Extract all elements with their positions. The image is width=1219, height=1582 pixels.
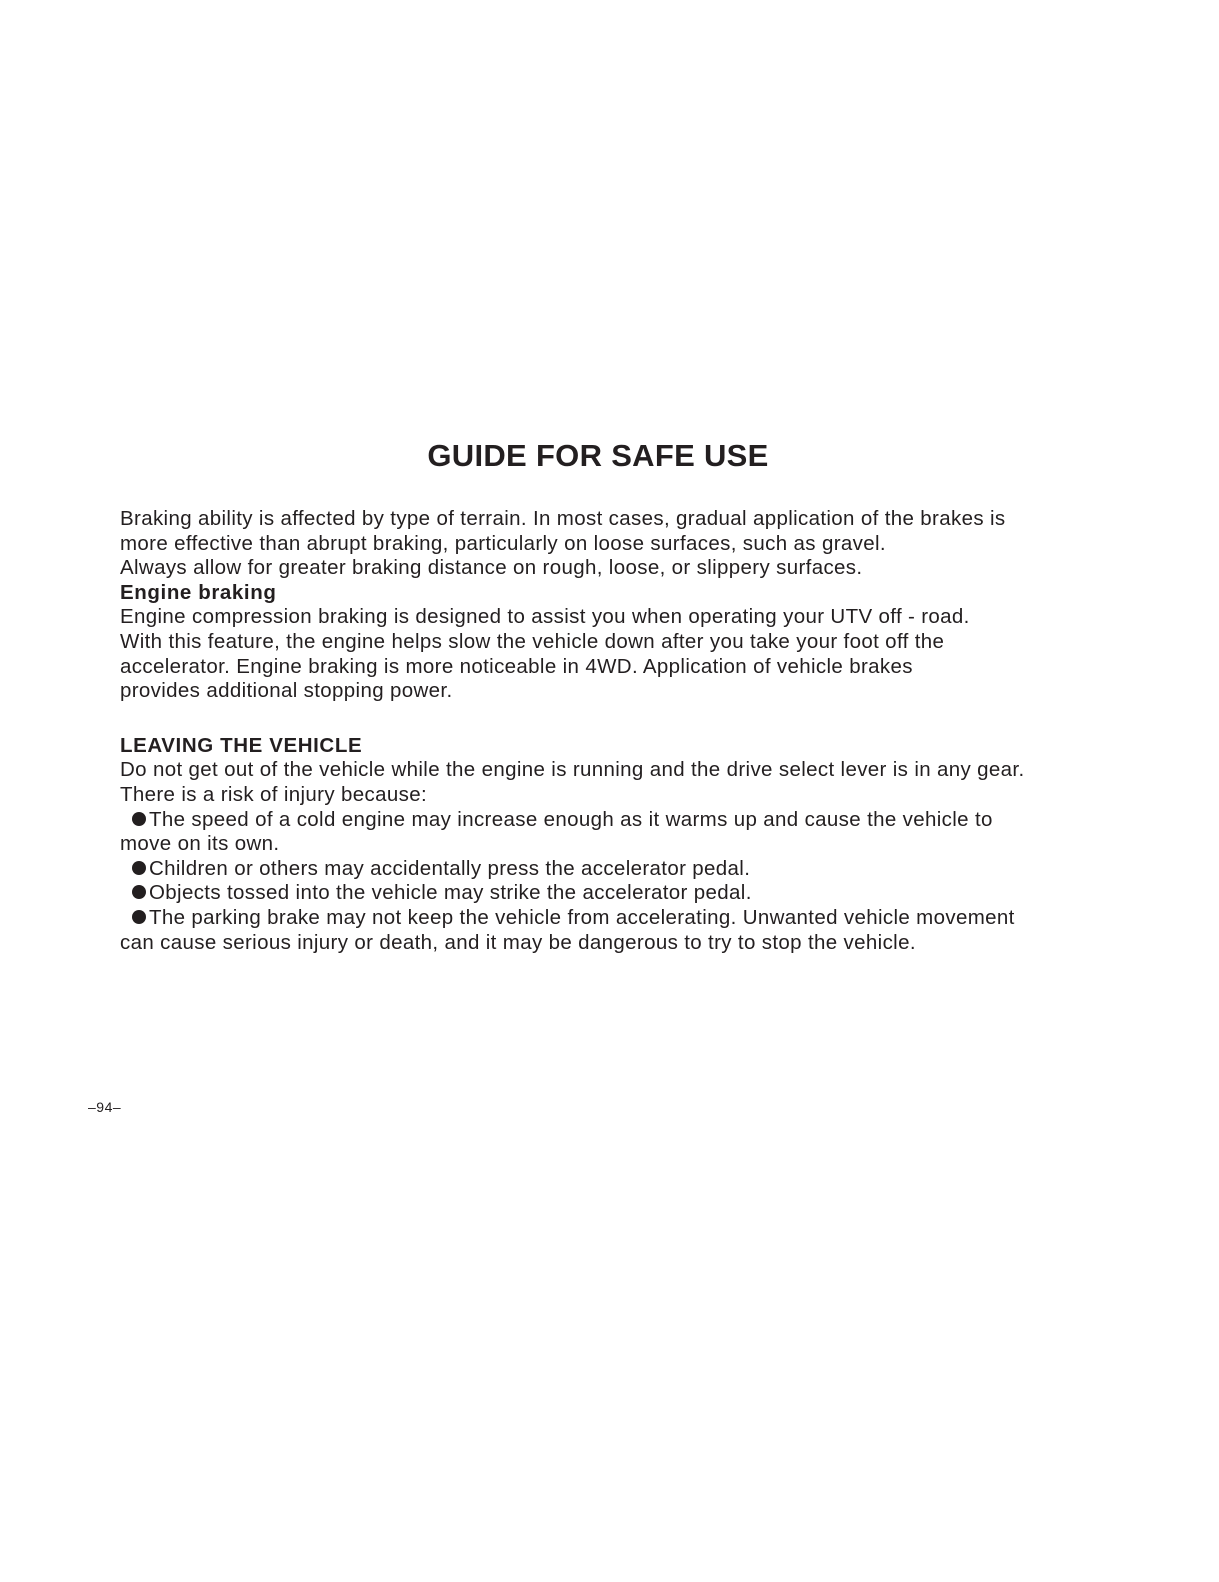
leaving-vehicle-heading: LEAVING THE VEHICLE	[120, 733, 363, 757]
engine-braking-line-2: With this feature, the engine helps slow the vehicle down after you take your foot off the	[120, 629, 945, 653]
braking-line-2: more effective than abrupt braking, particularly on loose surfaces, such as gravel.	[120, 531, 886, 555]
bullet-text: Objects tossed into the vehicle may strike the accelerator pedal.	[149, 881, 752, 905]
page-number: –94–	[88, 1099, 122, 1115]
bullet-list	[120, 808, 1130, 956]
engine-braking-line-4: provides additional stopping power.	[120, 679, 453, 703]
bullet-continuation: can cause serious injury or death, and it may be dangerous to try to stop the vehicle.	[120, 930, 916, 954]
section-gap	[120, 704, 1130, 734]
page-title: GUIDE FOR SAFE USE	[427, 438, 769, 473]
page-content	[120, 507, 1130, 955]
engine-braking-line-3: accelerator. Engine braking is more noticeable in 4WD. Application of vehicle brakes	[120, 654, 913, 678]
bullet-continuation: move on its own.	[120, 832, 280, 856]
leaving-line-1: Do not get out of the vehicle while the engine is running and the drive select lever is in any gear.	[120, 758, 1025, 782]
engine-braking-line-1: Engine compression braking is designed to assist you when operating your UTV off - road.	[120, 605, 970, 629]
bullet-text: The parking brake may not keep the vehicle from accelerating. Unwanted vehicle movement	[149, 905, 1015, 929]
bullet-text: The speed of a cold engine may increase enough as it warms up and cause the vehicle to	[149, 807, 993, 831]
bullet-item	[120, 906, 1130, 931]
leaving-line-2: There is a risk of injury because:	[120, 782, 427, 806]
bullet-dot-icon	[132, 885, 146, 899]
bullet-dot-icon	[132, 861, 146, 875]
bullet-item	[120, 808, 1130, 833]
braking-line-3: Always allow for greater braking distance on rough, loose, or slippery surfaces.	[120, 556, 863, 580]
engine-braking-heading: Engine braking	[120, 580, 277, 604]
bullet-item	[120, 857, 1130, 882]
bullet-text: Children or others may accidentally press the accelerator pedal.	[149, 856, 751, 880]
braking-line-1: Braking ability is affected by type of terrain. In most cases, gradual application of the brakes is	[120, 507, 1006, 530]
bullet-item	[120, 881, 1130, 906]
bullet-dot-icon	[132, 910, 146, 924]
bullet-dot-icon	[132, 812, 146, 826]
